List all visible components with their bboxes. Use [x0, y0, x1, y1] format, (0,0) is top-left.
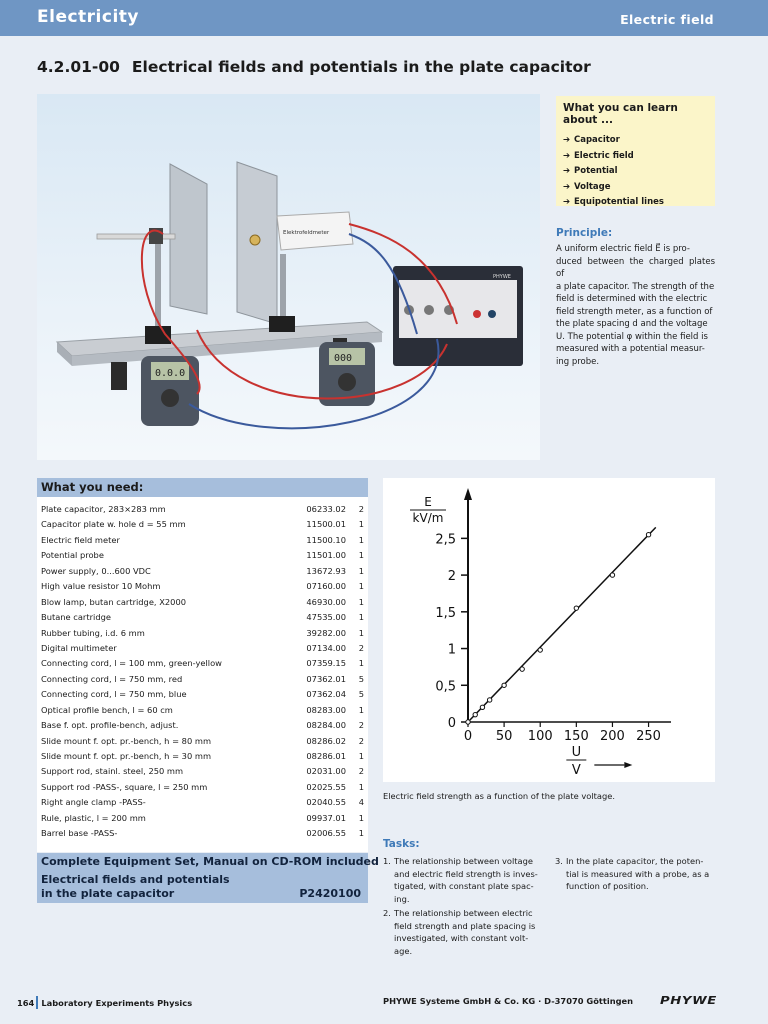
order-number: 08286.02 [306, 735, 346, 746]
slide-mount-right [269, 316, 295, 332]
equipment-row [37, 672, 368, 687]
y-tick-label: 1,5 [435, 605, 456, 621]
order-number: 07160.00 [306, 581, 346, 592]
x-tick-label: 50 [495, 729, 513, 744]
equipment-row [37, 564, 368, 579]
y-tick-label: 1 [447, 642, 456, 658]
capacitor-plate-left [170, 164, 207, 314]
equipment-name: Capacitor plate w. hole d = 55 mm [41, 519, 186, 530]
learn-about-title: What you can learn about ... [563, 102, 678, 126]
equipment-name: Blow lamp, butan cartridge, X2000 [41, 596, 187, 607]
setup-photo [37, 94, 540, 460]
learn-about-item: ➔ Equipotential lines [563, 195, 708, 211]
learn-about-box [556, 96, 715, 206]
equipment-set-line1: Complete Equipment Set, Manual on CD-ROM included [41, 855, 379, 868]
footer-divider [36, 996, 38, 1009]
order-number: 08283.00 [306, 704, 346, 715]
equipment-name: Rule, plastic, l = 200 mm [41, 812, 146, 823]
order-number: 07359.15 [306, 658, 346, 669]
order-number: 02006.55 [306, 828, 346, 839]
order-number: 02025.55 [306, 781, 346, 792]
equipment-list-panel [37, 478, 368, 852]
order-number: 11500.10 [306, 534, 346, 545]
equipment-row [37, 780, 368, 795]
equipment-name: Support rod -PASS-, square, l = 250 mm [41, 781, 208, 792]
svg-text:Elektrofeldmeter: Elektrofeldmeter [283, 230, 330, 236]
equipment-row [37, 749, 368, 764]
equipment-set-box [37, 853, 379, 903]
svg-text:000: 000 [334, 353, 353, 364]
order-number: 07134.00 [306, 642, 346, 653]
quantity: 2 [358, 720, 364, 731]
x-tick-label: 100 [527, 729, 553, 744]
y-tick-label: 2,5 [435, 532, 456, 548]
quantity: 1 [358, 828, 364, 839]
subsection-title: Electric field [620, 12, 714, 27]
equipment-name: Plate capacitor, 283×283 mm [41, 504, 166, 514]
learn-about-item: ➔ Capacitor [563, 133, 708, 149]
equipment-name: Slide mount f. opt. pr.-bench, h = 80 mm [41, 735, 212, 746]
arrow-icon: ➔ [563, 150, 571, 161]
bench-foot-left [111, 362, 127, 390]
phywe-logo: PHYWE [660, 994, 717, 1007]
y-tick-label: 2 [447, 569, 456, 585]
x-axis-label-arrowhead [624, 762, 632, 768]
arrow-icon: ➔ [563, 166, 571, 176]
quantity: 2 [358, 504, 364, 514]
principle-heading: Principle: [556, 227, 613, 239]
equipment-row [37, 548, 368, 563]
data-point [538, 648, 542, 652]
equipment-row [37, 533, 368, 548]
data-point [480, 705, 484, 709]
x-tick-label: 0 [463, 729, 473, 744]
equipment-name: High value resistor 10 Mohm [41, 581, 161, 592]
arrow-icon: ➔ [563, 135, 571, 145]
equipment-row [37, 795, 368, 810]
quantity: 1 [358, 812, 364, 823]
quantity: 1 [358, 596, 364, 607]
page-title [37, 58, 591, 76]
svg-text:PHYWE: PHYWE [493, 274, 511, 280]
quantity: 1 [358, 565, 364, 576]
order-number: 07362.01 [306, 673, 346, 684]
field-strength-graph [383, 478, 715, 782]
order-number: 39282.00 [306, 627, 346, 638]
quantity: 1 [358, 534, 364, 545]
task-item: 1. The relationship between voltage and electric field strength is inves- tigated, with constant plate spac- ing. [383, 856, 538, 904]
learn-about-item: ➔ Electric field [563, 149, 708, 165]
equipment-row [37, 610, 368, 625]
quantity: 1 [358, 581, 364, 592]
equipment-row [37, 502, 368, 517]
data-point [502, 683, 506, 687]
experiment-title: Electrical fields and potentials in the plate capacitor [131, 58, 591, 76]
footer-book-title: Laboratory Experiments Physics [41, 998, 193, 1008]
equipment-row [37, 718, 368, 733]
equipment-list [37, 502, 368, 842]
y-tick-label: 0,5 [435, 679, 456, 695]
data-point [466, 720, 470, 724]
equipment-set-line3: in the plate capacitor P2420100 [41, 887, 361, 900]
learn-about-list [563, 133, 708, 211]
quantity: 5 [358, 673, 364, 684]
equipment-list-title: What you need: [37, 478, 368, 497]
potential-probe [97, 234, 175, 239]
fit-line [468, 527, 656, 722]
data-point [646, 532, 650, 536]
equipment-set-code: P2420100 [299, 887, 361, 900]
equipment-set-line2: Electrical fields and potentials [41, 873, 230, 886]
equipment-row [37, 826, 368, 841]
equipment-row [37, 811, 368, 826]
setup-illustration [37, 94, 540, 460]
svg-text:0.0.0: 0.0.0 [155, 368, 186, 379]
y-tick-label: 0 [447, 716, 456, 731]
order-number: 08284.00 [306, 720, 346, 731]
page-number: 164 [17, 998, 35, 1008]
quantity: 1 [358, 627, 364, 638]
quantity: 5 [358, 689, 364, 700]
equipment-row [37, 703, 368, 718]
quantity: 2 [358, 642, 364, 653]
footer-publisher: PHYWE Systeme GmbH & Co. KG · D-37070 Göttingen [383, 996, 634, 1006]
order-number: 08286.01 [306, 751, 346, 761]
equipment-name: Connecting cord, l = 750 mm, blue [41, 689, 187, 700]
experiment-number: 4.2.01-00 [37, 58, 120, 76]
section-title: Electricity [37, 7, 139, 27]
task-item: 3. In the plate capacitor, the poten- tial is measured with a probe, as a function of position. [555, 856, 710, 891]
equipment-row [37, 579, 368, 594]
equipment-name: Slide mount f. opt. pr.-bench, h = 30 mm [41, 751, 212, 761]
quantity: 2 [358, 735, 364, 746]
learn-about-item: ➔ Potential [563, 164, 708, 180]
chart-svg [383, 478, 715, 782]
quantity: 1 [358, 519, 364, 530]
graph-caption: Electric field strength as a function of the plate voltage. [383, 791, 615, 801]
equipment-name: Digital multimeter [41, 642, 117, 653]
equipment-row [37, 641, 368, 656]
quantity: 1 [358, 658, 364, 669]
order-number: 47535.00 [306, 612, 346, 623]
tasks-heading: Tasks: [383, 838, 420, 850]
equipment-name: Support rod, stainl. steel, 250 mm [41, 766, 184, 777]
learn-about-item: ➔ Voltage [563, 180, 708, 196]
equipment-row [37, 517, 368, 532]
equipment-row [37, 764, 368, 779]
order-number: 13672.93 [306, 565, 346, 576]
y-axis-arrow [464, 488, 472, 500]
order-number: 09937.01 [306, 812, 346, 823]
order-number: 46930.00 [306, 596, 346, 607]
quantity: 1 [358, 781, 364, 792]
data-point [487, 698, 491, 702]
y-axis-label-top: E [424, 495, 432, 509]
data-point [520, 667, 524, 671]
equipment-row [37, 656, 368, 671]
quantity: 1 [358, 704, 364, 715]
equipment-name: Rubber tubing, i.d. 6 mm [41, 627, 145, 638]
x-axis-label-top: U [571, 745, 582, 760]
equipment-name: Electric field meter [41, 534, 120, 545]
task-item: 2. The relationship between electric field strength and plate spacing is investigated, with constant volt- age. [383, 908, 536, 956]
order-number: 06233.02 [306, 504, 346, 514]
order-number: 02031.00 [306, 766, 346, 777]
equipment-name: Potential probe [41, 550, 104, 561]
x-tick-label: 250 [636, 729, 661, 744]
footer-left [17, 996, 192, 1009]
equipment-name: Base f. opt. profile-bench, adjust. [41, 720, 179, 731]
order-number: 07362.04 [306, 689, 346, 700]
equipment-row [37, 734, 368, 749]
x-axis-label-bottom: V [571, 763, 581, 778]
data-point [574, 606, 578, 610]
equipment-row [37, 687, 368, 702]
order-number: 11501.00 [306, 550, 346, 561]
equipment-name: Connecting cord, l = 100 mm, green-yellow [41, 658, 222, 669]
equipment-row [37, 626, 368, 641]
quantity: 1 [358, 550, 364, 561]
data-point [473, 712, 477, 716]
equipment-name: Right angle clamp -PASS- [41, 797, 146, 808]
equipment-name: Butane cartridge [41, 612, 111, 623]
principle-text: A uniform electric field E⃗ is pro- duced between the charged plates of a plate capacitor. The strength of the field is determined with the electric field strength meter, as a function of the plate spacing d and the voltage U. The potential φ within the field is measured with a potential measur- ing probe. [556, 244, 715, 367]
equipment-name: Power supply, 0...600 VDC [41, 565, 151, 576]
equipment-name: Connecting cord, l = 750 mm, red [41, 673, 183, 684]
arrow-icon: ➔ [563, 197, 571, 207]
equipment-name: Barrel base -PASS- [41, 828, 118, 839]
equipment-row [37, 595, 368, 610]
arrow-icon: ➔ [563, 181, 571, 192]
order-number: 02040.55 [306, 797, 346, 808]
quantity: 1 [358, 751, 364, 761]
y-axis-label-bottom: kV/m [412, 511, 444, 525]
quantity: 4 [358, 797, 364, 808]
x-tick-label: 200 [600, 729, 625, 744]
plate-hole [250, 235, 260, 245]
data-point [610, 573, 614, 577]
header-bar [0, 0, 768, 36]
order-number: 11500.01 [306, 519, 346, 530]
quantity: 1 [358, 612, 364, 623]
quantity: 2 [358, 766, 364, 777]
x-tick-label: 150 [563, 729, 589, 744]
equipment-name: Optical profile bench, l = 60 cm [41, 704, 173, 715]
